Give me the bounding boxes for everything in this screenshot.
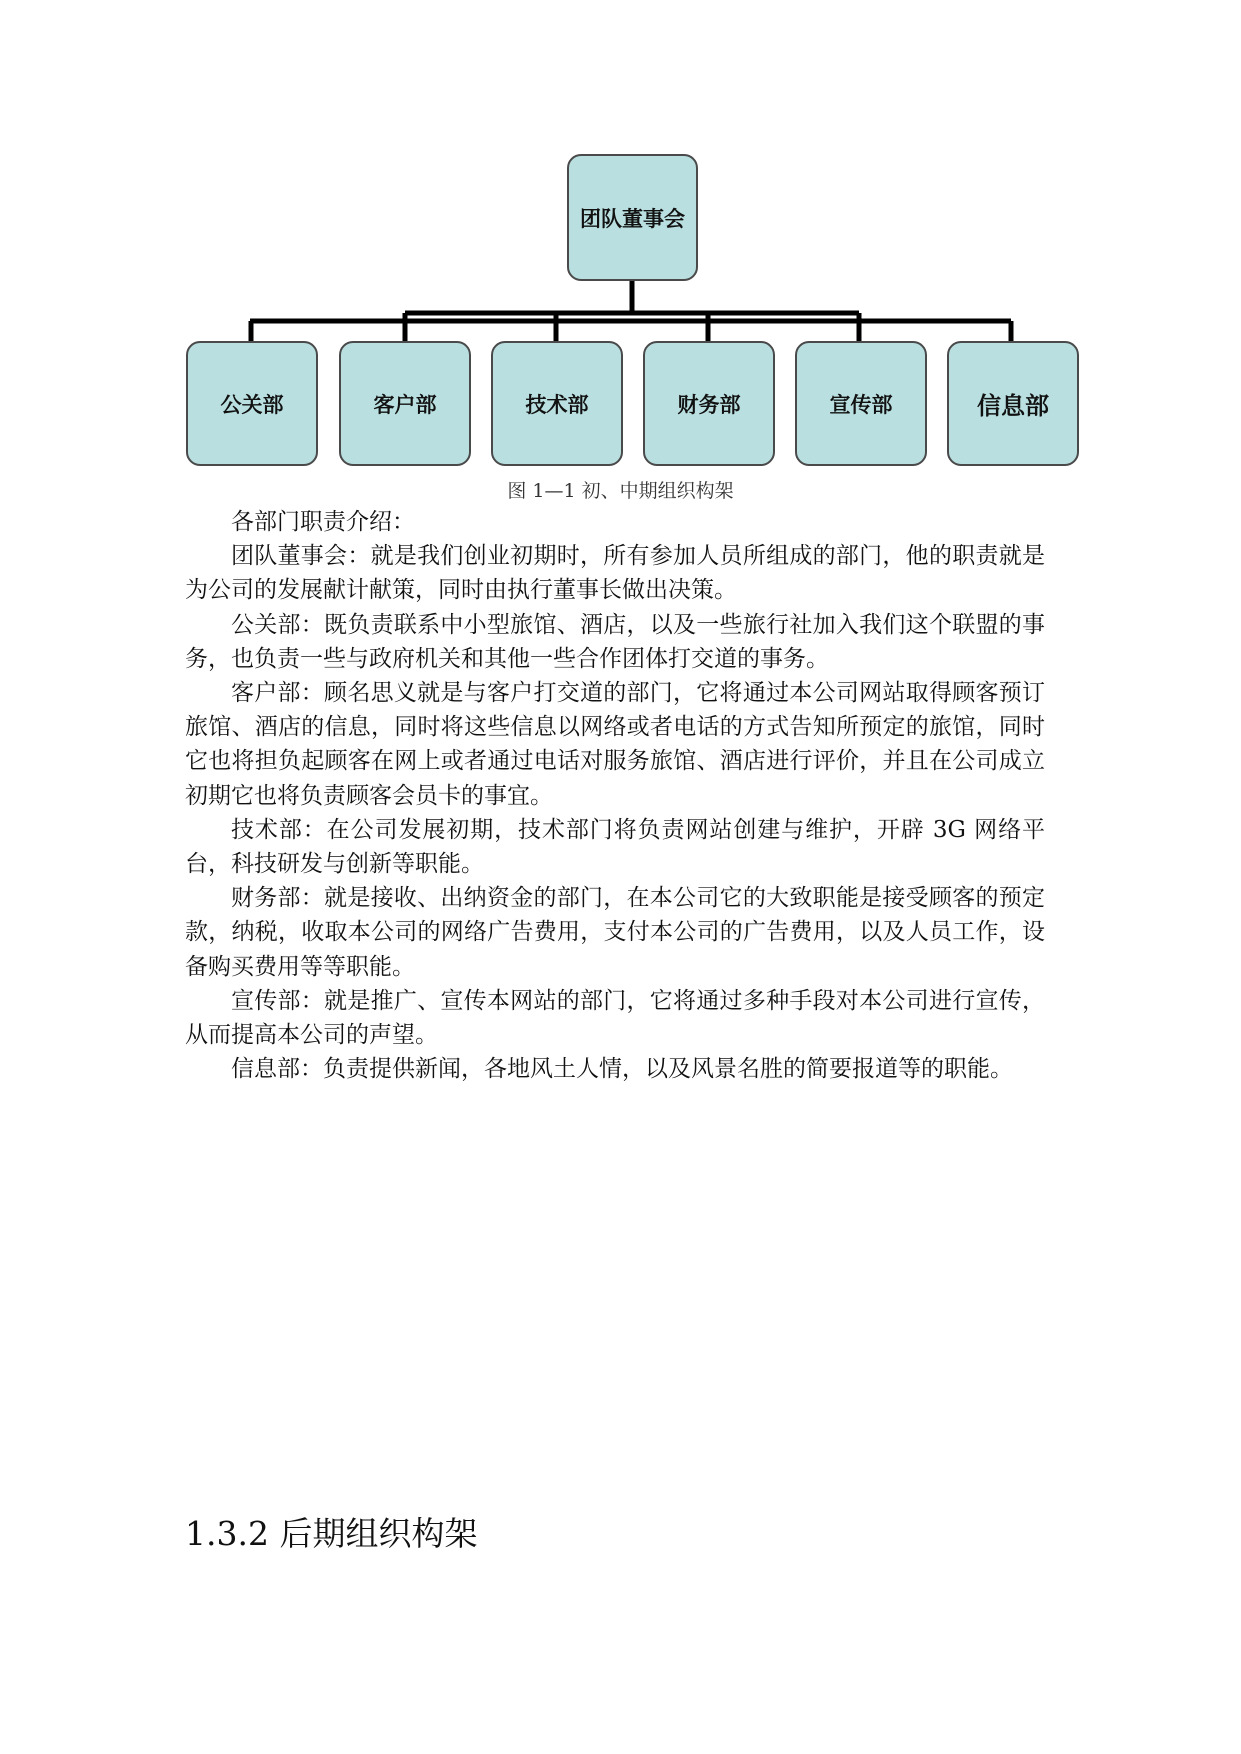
org-chart	[0, 0, 1241, 480]
figure-caption: 图 1—1 初、中期组织构架	[507, 480, 734, 502]
dept-box-info: 信息部	[947, 341, 1079, 466]
finance-paragraph: 财务部：就是接收、出纳资金的部门，在本公司它的大致职能是接受顾客的预定款，纳税，收取本公司的网络广告费用，支付本公司的广告费用，以及人员工作，设备购买费用等等职能。	[185, 885, 1045, 980]
dept-box-customer: 客户部	[339, 341, 471, 466]
publicity-paragraph: 宣传部：就是推广、宣传本网站的部门，它将通过多种手段对本公司进行宣传，从而提高本公司的声望。	[185, 987, 1045, 1049]
dept-box-finance: 财务部	[643, 341, 775, 466]
board-paragraph: 团队董事会：就是我们创业初期时，所有参加人员所组成的部门，他的职责就是为公司的发展献计献策，同时由执行董事长做出决策。	[185, 543, 1045, 604]
customer-paragraph: 客户部：顾名思义就是与客户打交道的部门，它将通过本公司网站取得顾客预订旅馆、酒店的信息，同时将这些信息以网络或者电话的方式告知所预定的旅馆，同时它也将担负起顾客在网上或者通过电话对服务旅馆、酒店进行评价，并且在公司成立初期它也将负责顾客会员卡的事宜。	[185, 680, 1045, 809]
info-paragraph: 信息部：负责提供新闻，各地风土人情，以及风景名胜的简要报道等的职能。	[231, 1056, 1013, 1083]
org-root-box: 团队董事会	[567, 154, 698, 281]
tech-paragraph: 技术部：在公司发展初期，技术部门将负责网站创建与维护，开辟 3G 网络平台，科技研发与创新等职能。	[185, 816, 1045, 878]
dept-box-publicity: 宣传部	[795, 341, 927, 466]
intro-paragraph: 各部门职责介绍：	[231, 509, 415, 535]
pr-paragraph: 公关部：既负责联系中小型旅馆、酒店，以及一些旅行社加入我们这个联盟的事务，也负责一些与政府机关和其他一些合作团体打交道的事务。	[185, 611, 1045, 672]
section-heading: 1.3.2 后期组织构架	[185, 1514, 478, 1553]
dept-box-pr: 公关部	[186, 341, 318, 466]
dept-box-tech: 技术部	[491, 341, 623, 466]
body-text	[185, 505, 1045, 1086]
